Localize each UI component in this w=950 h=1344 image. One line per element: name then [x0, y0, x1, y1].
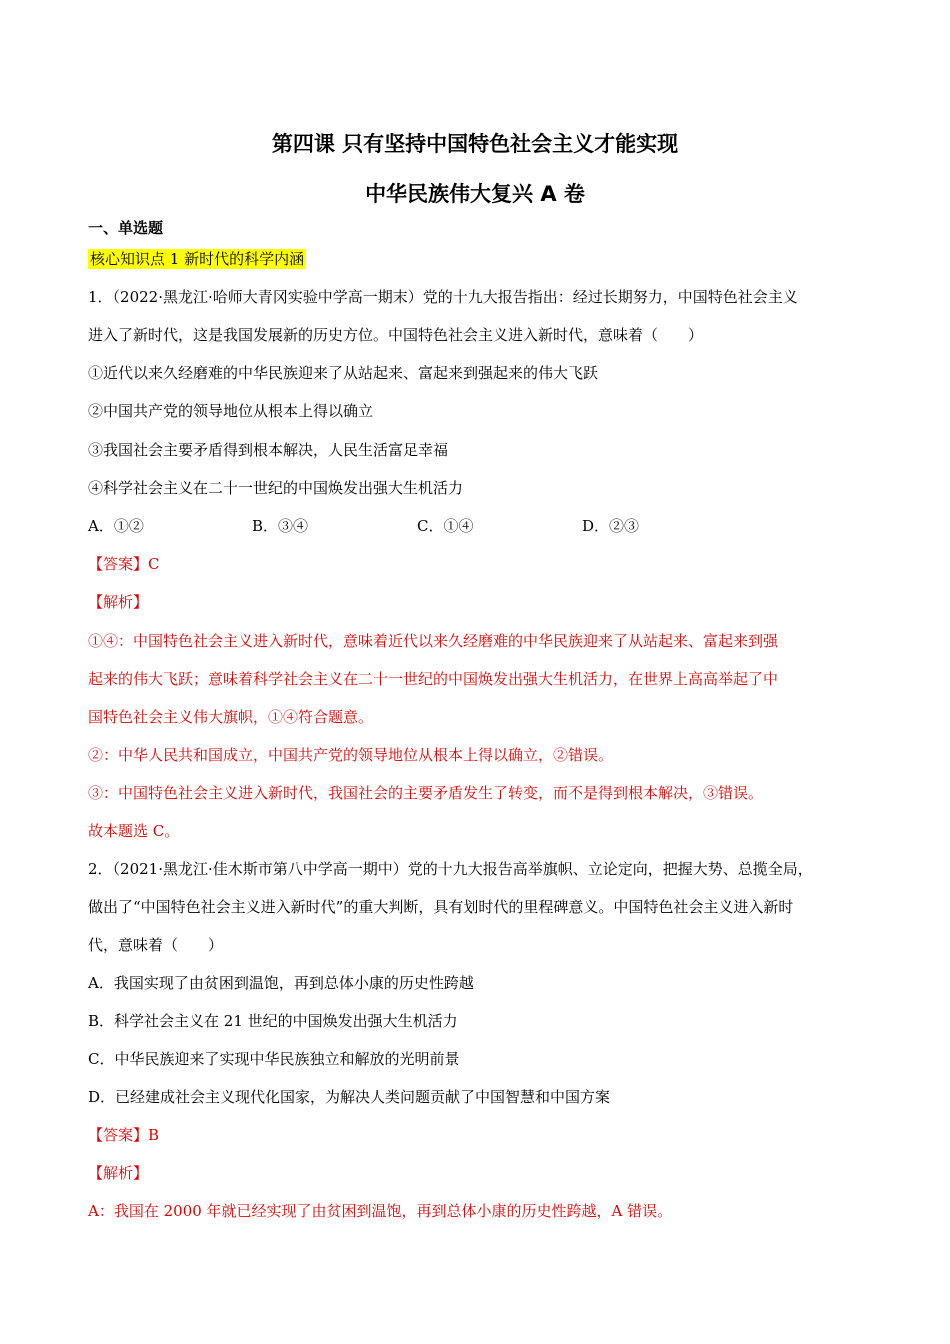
- section-heading: 一、单选题: [88, 219, 164, 237]
- q2-stem-line-2: 做出了“中国特色社会主义进入新时代”的重大判断，具有划时代的里程碑意义。中国特色社会主义进入新时: [88, 898, 794, 916]
- q1-stem-line-1: 1．（2022·黑龙江·哈师大青冈实验中学高一期末）党的十九大报告指出：经过长期努力，中国特色社会主义: [88, 288, 798, 306]
- q1-analysis-line-3: 国特色社会主义伟大旗帜，①④符合题意。: [88, 708, 374, 726]
- q1-statement-2: ②中国共产党的领导地位从根本上得以确立: [88, 402, 374, 420]
- q1-answer: 【答案】C: [88, 555, 160, 573]
- q1-statement-3: ③我国社会主要矛盾得到根本解决，人民生活富足幸福: [88, 441, 449, 459]
- knowledge-point-label: [88, 249, 306, 269]
- q1-option-d: D．②③: [582, 517, 640, 535]
- page-title-line-1: 第四课 只有坚持中国特色社会主义才能实现: [271, 132, 679, 156]
- q1-analysis-line-5: ③：中国特色社会主义进入新时代，我国社会的主要矛盾发生了转变，而不是得到根本解决，③错误。: [88, 784, 764, 802]
- knowledge-point-highlight: 核心知识点 1 新时代的科学内涵: [90, 250, 305, 268]
- q1-option-a: A．①②: [88, 517, 144, 535]
- q2-option-d: D．已经建成社会主义现代化国家，为解决人类问题贡献了中国智慧和中国方案: [88, 1088, 611, 1106]
- q1-stem-line-2: 进入了新时代，这是我国发展新的历史方位。中国特色社会主义进入新时代，意味着（ ）: [88, 326, 704, 344]
- q1-analysis-line-2: 起来的伟大飞跃；意味着科学社会主义在二十一世纪的中国焕发出强大生机活力，在世界上高高举起了中: [88, 670, 779, 688]
- q2-answer: 【答案】B: [88, 1126, 160, 1144]
- q2-analysis-line-1: A：我国在 2000 年就已经实现了由贫困到温饱，再到总体小康的历史性跨越，A 错误。: [88, 1202, 673, 1220]
- q1-analysis-line-6: 故本题选 C。: [88, 822, 180, 840]
- q2-option-b: B．科学社会主义在 21 世纪的中国焕发出强大生机活力: [88, 1012, 458, 1030]
- q1-analysis-line-4: ②：中华人民共和国成立，中国共产党的领导地位从根本上得以确立，②错误。: [88, 746, 614, 764]
- q2-stem-line-1: 2．（2021·黑龙江·佳木斯市第八中学高一期中）党的十九大报告高举旗帜、立论定向，把握大势、总揽全局，: [88, 860, 813, 878]
- q2-stem-line-3: 代，意味着（ ）: [88, 936, 224, 954]
- page-title-line-2: 中华民族伟大复兴 A 卷: [365, 182, 585, 206]
- q1-option-c: C．①④: [417, 517, 474, 535]
- q1-option-b: B．③④: [252, 517, 309, 535]
- q1-analysis-line-1: ①④：中国特色社会主义进入新时代，意味着近代以来久经磨难的中华民族迎来了从站起来、富起来到强: [88, 632, 779, 650]
- q1-statement-1: ①近代以来久经磨难的中华民族迎来了从站起来、富起来到强起来的伟大飞跃: [88, 364, 599, 382]
- q2-option-a: A．我国实现了由贫困到温饱，再到总体小康的历史性跨越: [88, 974, 474, 992]
- q2-analysis-label: 【解析】: [88, 1164, 149, 1182]
- q2-option-c: C．中华民族迎来了实现中华民族独立和解放的光明前景: [88, 1050, 460, 1068]
- q1-statement-4: ④科学社会主义在二十一世纪的中国焕发出强大生机活力: [88, 479, 464, 497]
- q1-analysis-label: 【解析】: [88, 593, 149, 611]
